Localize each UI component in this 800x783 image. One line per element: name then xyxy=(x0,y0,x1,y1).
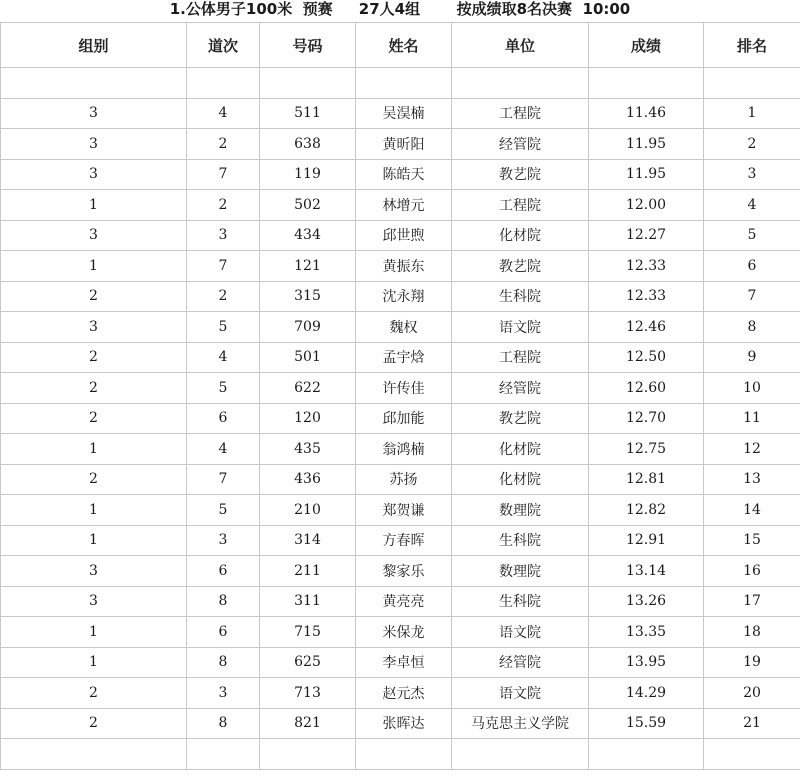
empty-cell xyxy=(704,68,800,99)
rank-cell: 13 xyxy=(704,464,800,495)
rank-cell: 9 xyxy=(704,342,800,373)
unit-cell: 化材院 xyxy=(452,464,589,495)
score-cell: 12.00 xyxy=(589,190,704,221)
table-row xyxy=(1,312,800,343)
group-cell: 2 xyxy=(1,281,187,312)
athlete-name-cell: 陈皓天 xyxy=(356,159,452,190)
unit-cell: 生科院 xyxy=(452,281,589,312)
rank-cell: 10 xyxy=(704,373,800,404)
group-cell: 2 xyxy=(1,373,187,404)
rank-cell: 14 xyxy=(704,495,800,526)
rank-cell: 15 xyxy=(704,525,800,556)
athlete-name-cell: 黄振东 xyxy=(356,251,452,282)
athlete-name-cell: 林增元 xyxy=(356,190,452,221)
score-cell: 13.95 xyxy=(589,647,704,678)
table-row xyxy=(1,708,800,739)
score-cell: 12.82 xyxy=(589,495,704,526)
athlete-name-cell: 郑贺谦 xyxy=(356,495,452,526)
score-cell: 12.46 xyxy=(589,312,704,343)
rank-cell: 21 xyxy=(704,708,800,739)
athlete-name-cell: 黄亮亮 xyxy=(356,586,452,617)
unit-cell: 数理院 xyxy=(452,556,589,587)
group-cell: 3 xyxy=(1,220,187,251)
number-cell: 210 xyxy=(260,495,356,526)
athlete-name-cell: 孟宇焓 xyxy=(356,342,452,373)
score-cell: 11.95 xyxy=(589,159,704,190)
lane-cell: 2 xyxy=(187,129,260,160)
number-cell: 638 xyxy=(260,129,356,160)
group-cell: 1 xyxy=(1,251,187,282)
rank-cell: 18 xyxy=(704,617,800,648)
unit-cell: 经管院 xyxy=(452,647,589,678)
empty-cell xyxy=(187,739,260,770)
table-row xyxy=(1,251,800,282)
table-row xyxy=(1,464,800,495)
athlete-name-cell: 米保龙 xyxy=(356,617,452,648)
empty-cell xyxy=(1,739,187,770)
group-cell: 2 xyxy=(1,678,187,709)
rank-cell: 5 xyxy=(704,220,800,251)
athlete-name-cell: 张晖达 xyxy=(356,708,452,739)
column-header-group: 组别 xyxy=(1,23,187,68)
athlete-name-cell: 邱加能 xyxy=(356,403,452,434)
lane-cell: 5 xyxy=(187,312,260,343)
lane-cell: 6 xyxy=(187,617,260,648)
group-cell: 2 xyxy=(1,708,187,739)
lane-cell: 6 xyxy=(187,403,260,434)
unit-cell: 经管院 xyxy=(452,129,589,160)
athlete-name-cell: 许传佳 xyxy=(356,373,452,404)
table-row xyxy=(1,220,800,251)
column-header-name: 姓名 xyxy=(356,23,452,68)
athlete-name-cell: 黄昕阳 xyxy=(356,129,452,160)
group-cell: 3 xyxy=(1,556,187,587)
number-cell: 715 xyxy=(260,617,356,648)
score-cell: 12.60 xyxy=(589,373,704,404)
header-row xyxy=(1,23,800,68)
unit-cell: 教艺院 xyxy=(452,251,589,282)
lane-cell: 3 xyxy=(187,220,260,251)
table-row xyxy=(1,281,800,312)
table-row xyxy=(1,403,800,434)
unit-cell: 化材院 xyxy=(452,434,589,465)
table-row xyxy=(1,678,800,709)
athlete-name-cell: 沈永翔 xyxy=(356,281,452,312)
unit-cell: 教艺院 xyxy=(452,403,589,434)
empty-cell xyxy=(356,68,452,99)
rank-cell: 11 xyxy=(704,403,800,434)
table-row xyxy=(1,586,800,617)
score-cell: 13.26 xyxy=(589,586,704,617)
table-row xyxy=(1,190,800,221)
lane-cell: 8 xyxy=(187,708,260,739)
score-cell: 11.95 xyxy=(589,129,704,160)
athlete-name-cell: 黎家乐 xyxy=(356,556,452,587)
unit-cell: 语文院 xyxy=(452,312,589,343)
number-cell: 501 xyxy=(260,342,356,373)
number-cell: 211 xyxy=(260,556,356,587)
lane-cell: 5 xyxy=(187,495,260,526)
unit-cell: 工程院 xyxy=(452,98,589,129)
page-title: 1.公体男子100米 预赛 27人4组 按成绩取8名决赛 10:00 xyxy=(169,0,631,18)
lane-cell: 2 xyxy=(187,281,260,312)
athlete-name-cell: 赵元杰 xyxy=(356,678,452,709)
table-row xyxy=(1,525,800,556)
score-cell: 13.14 xyxy=(589,556,704,587)
lane-cell: 7 xyxy=(187,159,260,190)
number-cell: 625 xyxy=(260,647,356,678)
rank-cell: 20 xyxy=(704,678,800,709)
lane-cell: 5 xyxy=(187,373,260,404)
rank-cell: 2 xyxy=(704,129,800,160)
score-cell: 14.29 xyxy=(589,678,704,709)
number-cell: 314 xyxy=(260,525,356,556)
rank-cell: 16 xyxy=(704,556,800,587)
athlete-name-cell: 李卓恒 xyxy=(356,647,452,678)
number-cell: 311 xyxy=(260,586,356,617)
empty-cell xyxy=(589,739,704,770)
table-row xyxy=(1,647,800,678)
results-table xyxy=(0,22,800,770)
rank-cell: 6 xyxy=(704,251,800,282)
unit-cell: 经管院 xyxy=(452,373,589,404)
number-cell: 502 xyxy=(260,190,356,221)
number-cell: 315 xyxy=(260,281,356,312)
unit-cell: 语文院 xyxy=(452,617,589,648)
empty-cell xyxy=(452,68,589,99)
table-row xyxy=(1,434,800,465)
athlete-name-cell: 翁鸿楠 xyxy=(356,434,452,465)
column-header-lane: 道次 xyxy=(187,23,260,68)
score-cell: 12.81 xyxy=(589,464,704,495)
rank-cell: 19 xyxy=(704,647,800,678)
lane-cell: 3 xyxy=(187,678,260,709)
number-cell: 120 xyxy=(260,403,356,434)
lane-cell: 4 xyxy=(187,434,260,465)
score-cell: 12.70 xyxy=(589,403,704,434)
rank-cell: 7 xyxy=(704,281,800,312)
score-cell: 15.59 xyxy=(589,708,704,739)
group-cell: 1 xyxy=(1,525,187,556)
number-cell: 121 xyxy=(260,251,356,282)
rank-cell: 12 xyxy=(704,434,800,465)
lane-cell: 3 xyxy=(187,525,260,556)
table-row xyxy=(1,373,800,404)
unit-cell: 工程院 xyxy=(452,190,589,221)
number-cell: 436 xyxy=(260,464,356,495)
score-cell: 12.27 xyxy=(589,220,704,251)
rank-cell: 3 xyxy=(704,159,800,190)
group-cell: 1 xyxy=(1,647,187,678)
lane-cell: 8 xyxy=(187,647,260,678)
number-cell: 821 xyxy=(260,708,356,739)
unit-cell: 语文院 xyxy=(452,678,589,709)
number-cell: 435 xyxy=(260,434,356,465)
lane-cell: 6 xyxy=(187,556,260,587)
athlete-name-cell: 魏权 xyxy=(356,312,452,343)
rank-cell: 8 xyxy=(704,312,800,343)
number-cell: 119 xyxy=(260,159,356,190)
number-cell: 434 xyxy=(260,220,356,251)
column-header-score: 成绩 xyxy=(589,23,704,68)
group-cell: 3 xyxy=(1,98,187,129)
lane-cell: 4 xyxy=(187,98,260,129)
column-header-number: 号码 xyxy=(260,23,356,68)
table-row xyxy=(1,617,800,648)
column-header-rank: 排名 xyxy=(704,23,800,68)
lane-cell: 8 xyxy=(187,586,260,617)
number-cell: 511 xyxy=(260,98,356,129)
empty-cell xyxy=(187,68,260,99)
table-row xyxy=(1,342,800,373)
empty-cell xyxy=(589,68,704,99)
empty-cell xyxy=(1,68,187,99)
group-cell: 2 xyxy=(1,403,187,434)
athlete-name-cell: 苏扬 xyxy=(356,464,452,495)
score-cell: 12.75 xyxy=(589,434,704,465)
group-cell: 3 xyxy=(1,586,187,617)
lane-cell: 2 xyxy=(187,190,260,221)
score-cell: 11.46 xyxy=(589,98,704,129)
table-row xyxy=(1,129,800,160)
blank-row xyxy=(1,739,800,770)
athlete-name-cell: 方春晖 xyxy=(356,525,452,556)
blank-row xyxy=(1,68,800,99)
unit-cell: 工程院 xyxy=(452,342,589,373)
table-row xyxy=(1,495,800,526)
empty-cell xyxy=(704,739,800,770)
lane-cell: 7 xyxy=(187,464,260,495)
group-cell: 1 xyxy=(1,434,187,465)
lane-cell: 7 xyxy=(187,251,260,282)
table-row xyxy=(1,98,800,129)
unit-cell: 数理院 xyxy=(452,495,589,526)
score-cell: 12.50 xyxy=(589,342,704,373)
table-row xyxy=(1,159,800,190)
table-row xyxy=(1,556,800,587)
group-cell: 3 xyxy=(1,129,187,160)
group-cell: 3 xyxy=(1,159,187,190)
number-cell: 622 xyxy=(260,373,356,404)
unit-cell: 生科院 xyxy=(452,586,589,617)
group-cell: 1 xyxy=(1,495,187,526)
empty-cell xyxy=(356,739,452,770)
score-cell: 12.91 xyxy=(589,525,704,556)
group-cell: 3 xyxy=(1,312,187,343)
unit-cell: 化材院 xyxy=(452,220,589,251)
number-cell: 709 xyxy=(260,312,356,343)
empty-cell xyxy=(452,739,589,770)
score-cell: 12.33 xyxy=(589,281,704,312)
unit-cell: 生科院 xyxy=(452,525,589,556)
group-cell: 2 xyxy=(1,464,187,495)
group-cell: 1 xyxy=(1,617,187,648)
empty-cell xyxy=(260,68,356,99)
number-cell: 713 xyxy=(260,678,356,709)
column-header-unit: 单位 xyxy=(452,23,589,68)
rank-cell: 17 xyxy=(704,586,800,617)
empty-cell xyxy=(260,739,356,770)
athlete-name-cell: 吴淏楠 xyxy=(356,98,452,129)
score-cell: 13.35 xyxy=(589,617,704,648)
athlete-name-cell: 邱世煦 xyxy=(356,220,452,251)
score-cell: 12.33 xyxy=(589,251,704,282)
group-cell: 2 xyxy=(1,342,187,373)
unit-cell: 马克思主义学院 xyxy=(452,708,589,739)
unit-cell: 教艺院 xyxy=(452,159,589,190)
rank-cell: 1 xyxy=(704,98,800,129)
group-cell: 1 xyxy=(1,190,187,221)
lane-cell: 4 xyxy=(187,342,260,373)
rank-cell: 4 xyxy=(704,190,800,221)
